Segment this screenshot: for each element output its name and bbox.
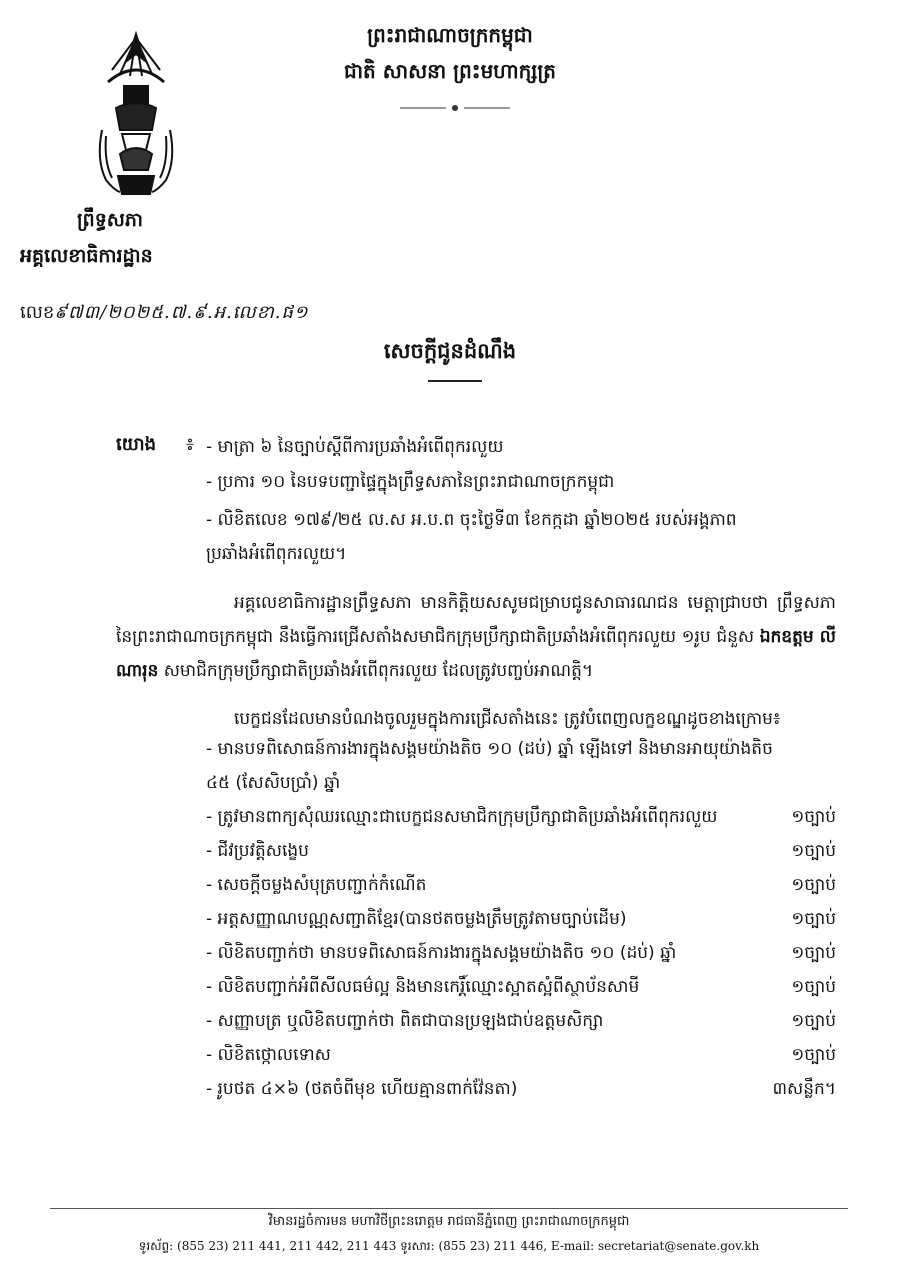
- requirement-qty: ១ច្បាប់: [791, 943, 836, 963]
- requirement-row: [206, 970, 836, 1004]
- reference-item: - មាត្រា ៦ នៃច្បាប់ស្តីពីការប្រឆាំងអំពើពុករលួយ: [206, 437, 504, 457]
- requirement-qty: ៣សន្លឹក។: [772, 1079, 836, 1099]
- footer-contact: ទូរស័ព្ទ: (855 23) 211 441, 211 442, 211 443 ទូរសារ: (855 23) 211 446, E-mail: secretariat@senate.gov.kh: [138, 1239, 760, 1253]
- kingdom-heading: ព្រះរាជាណាចក្រកម្ពុជា: [367, 23, 533, 47]
- requirement-label: - អត្តសញ្ញាណបណ្ណសញ្ជាតិខ្មែរ(បានថតចម្លងត្រឹមត្រូវតាមច្បាប់ដើម): [206, 909, 627, 929]
- requirement-label: - លិខិតបញ្ជាក់ថា មានបទពិសោធន៍ការងារក្នុងសង្គមយ៉ាងតិច ១០ (ដប់) ឆ្នាំ: [206, 943, 677, 963]
- reference-colon: ៖: [186, 434, 194, 455]
- ref-prefix: លេខ: [20, 302, 55, 323]
- requirement-label: - ជីវប្រវត្តិសង្ខេប: [206, 841, 309, 861]
- requirement-qty: ១ច្បាប់: [791, 909, 836, 929]
- notice-paragraph-end: សមាជិកក្រុមប្រឹក្សាជាតិប្រឆាំងអំពើពុករលួយ ដែលត្រូវបញ្ចប់អាណត្តិ។: [158, 661, 594, 681]
- requirement-label: - សញ្ញាបត្រ ឬលិខិតបញ្ជាក់ថា ពិតជាបានប្រឡងជាប់ឧត្តមសិក្សា: [206, 1011, 604, 1031]
- requirement-row: [206, 834, 836, 868]
- condition-item-cont: ៤៥ (សែសិបប្រាំ) ឆ្នាំ: [206, 773, 341, 793]
- department-name: អគ្គលេខាធិការដ្ឋាន: [20, 245, 153, 267]
- institution-name: ព្រឹទ្ធសភា: [77, 209, 143, 231]
- requirement-label: - ត្រូវមានពាក្យសុំឈរឈ្មោះជាបេក្ខជនសមាជិកក្រុមប្រឹក្សាជាតិប្រឆាំងអំពើពុករលួយ: [206, 807, 718, 827]
- requirements-list: [206, 800, 836, 1106]
- requirement-label: - រូបថត ៤×៦ (ថតចំពីមុខ ហើយគ្មានពាក់វ៉ែនតា): [206, 1079, 518, 1099]
- requirement-qty: ១ច្បាប់: [791, 807, 836, 827]
- reference-number: [20, 300, 440, 327]
- requirement-row: [206, 1004, 836, 1038]
- title-underline: [428, 380, 482, 382]
- reference-item: - លិខិតលេខ ១៧៩/២៥ ល.ស អ.ប.ព ចុះថ្ងៃទី៣ ខែកក្កដា ឆ្នាំ២០២៥ របស់អង្គភាព: [206, 510, 737, 530]
- royal-emblem-icon: [90, 30, 182, 200]
- footer-divider: [50, 1208, 848, 1209]
- requirement-row: [206, 868, 836, 902]
- requirement-label: - លិខិតថ្កោលទោស: [206, 1045, 331, 1065]
- requirement-row: [206, 936, 836, 970]
- document-title: សេចក្តីជូនដំណឹង: [383, 338, 517, 363]
- reference-item: - ប្រការ ១០ នៃបទបញ្ជាផ្ទៃក្នុងព្រឹទ្ធសភានៃព្រះរាជាណាចក្រកម្ពុជា: [206, 472, 615, 492]
- condition-item: - មានបទពិសោធន៍ការងារក្នុងសង្គមយ៉ាងតិច ១០ (ដប់) ឆ្នាំ ឡើងទៅ និងមានអាយុយ៉ាងតិច: [206, 739, 773, 759]
- requirement-row: [206, 1038, 836, 1072]
- requirement-row: [206, 902, 836, 936]
- notice-paragraph-text: អគ្គលេខាធិការដ្ឋានព្រឹទ្ធសភា មានកិត្តិយសសូមជម្រាបជូនសាធារណជន មេត្តាជ្រាបថា ព្រឹទ្ធសភានៃព្រះរាជាណាចក្រកម្ពុជា នឹងធ្វើការជ្រើសតាំងសមាជិកក្រុមប្រឹក្សាជាតិប្រឆាំងអំពើពុករលួយ ១រូប ជំនួស: [116, 593, 836, 647]
- conditions-intro: បេក្ខជនដែលមានបំណងចូលរួមក្នុងការជ្រើសតាំងនេះ ត្រូវបំពេញលក្ខខណ្ឌដូចខាងក្រោម៖: [234, 709, 781, 729]
- requirement-label: - លិខិតបញ្ជាក់អំពីសីលធម៌ល្អ និងមានកេរ្តិ៍ឈ្មោះស្អាតស្អំពីស្ថាប័នសាមី: [206, 977, 640, 997]
- footer-address: វិមានរដ្ឋចំការមន មហាវិថីព្រះនរោត្តម រាជធានីភ្នំពេញ ព្រះរាជាណាចក្រកម្ពុជា: [268, 1214, 630, 1229]
- ref-number-value: ៩៧៣/២០២៥.៧.៩.អ.លេខា.ផ១: [54, 302, 309, 323]
- notice-paragraph: [116, 586, 836, 688]
- requirement-qty: ១ច្បាប់: [791, 977, 836, 997]
- ornament-divider-icon: [400, 97, 510, 105]
- requirement-qty: ១ច្បាប់: [791, 841, 836, 861]
- requirement-row: [206, 1072, 836, 1106]
- requirement-qty: ១ច្បាប់: [791, 1045, 836, 1065]
- requirement-qty: ១ច្បាប់: [791, 1011, 836, 1031]
- requirement-qty: ១ច្បាប់: [791, 875, 836, 895]
- replaced-member-name: ឯកឧត្តម លី ណារុន: [116, 627, 836, 681]
- national-motto: ជាតិ សាសនា ព្រះមហាក្សត្រ: [344, 59, 556, 83]
- reference-label: យោង: [116, 434, 156, 455]
- requirement-row: [206, 800, 836, 834]
- requirement-label: - សេចក្តីចម្លងសំបុត្របញ្ជាក់កំណើត: [206, 875, 427, 895]
- reference-item: ប្រឆាំងអំពើពុករលួយ។: [206, 544, 347, 564]
